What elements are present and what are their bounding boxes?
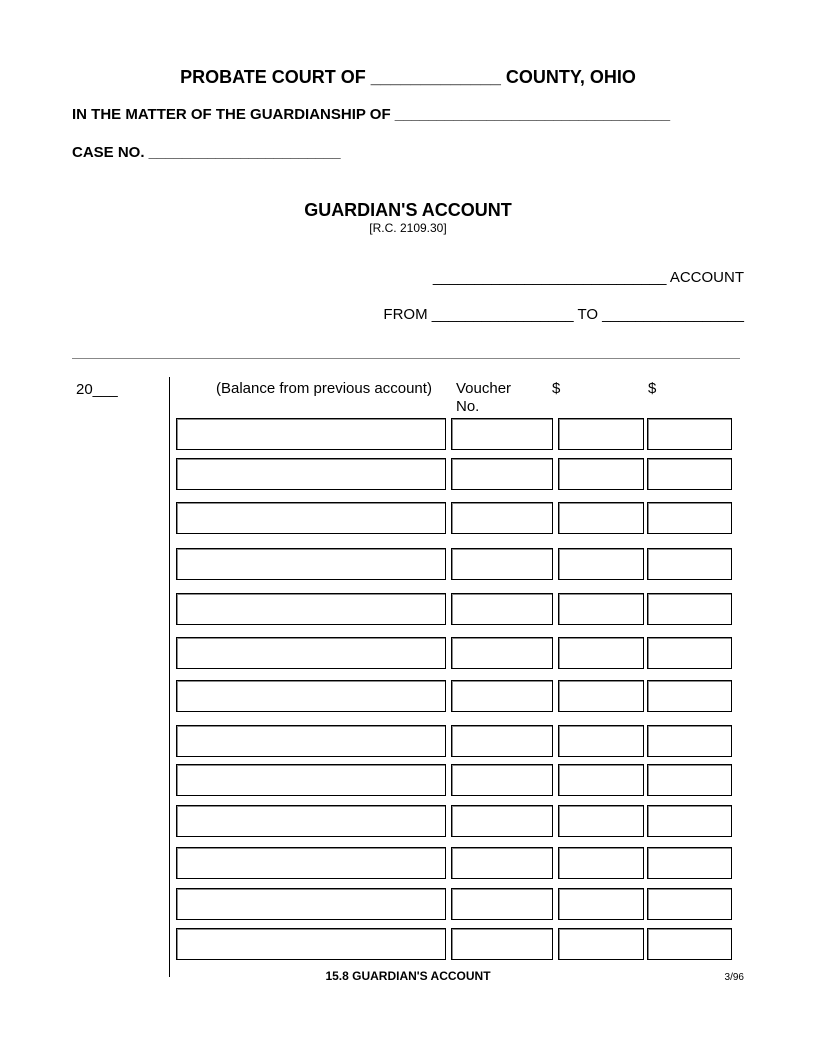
description-field[interactable] [176,637,446,669]
court-heading: PROBATE COURT OF _____________ COUNTY, OHIO [180,67,636,87]
account-period-line: FROM _________________ TO _________________ [383,306,744,323]
amount-field-2[interactable] [647,805,732,837]
case-number-line: CASE NO. _______________________ [72,144,341,161]
description-field[interactable] [176,847,446,879]
voucher-field[interactable] [451,888,553,920]
amount-field-2[interactable] [647,680,732,712]
form-footer-title: 15.8 GUARDIAN'S ACCOUNT [325,969,491,983]
amount-field-2[interactable] [647,502,732,534]
form-revision: 3/96 [724,972,744,983]
guardianship-matter-line: IN THE MATTER OF THE GUARDIANSHIP OF _________________________________ [72,106,671,123]
amount-field-1[interactable] [558,888,644,920]
voucher-field[interactable] [451,548,553,580]
amount-field-1[interactable] [558,928,644,960]
account-type-line: ____________________________ ACCOUNT [432,269,744,286]
voucher-field[interactable] [451,418,553,450]
voucher-field[interactable] [451,458,553,490]
document-title: GUARDIAN'S ACCOUNT [304,200,512,220]
voucher-field[interactable] [451,725,553,757]
amount-field-1[interactable] [558,458,644,490]
voucher-field[interactable] [451,593,553,625]
amount-field-1[interactable] [558,805,644,837]
description-field[interactable] [176,764,446,796]
amount-field-1[interactable] [558,847,644,879]
amount-field-2[interactable] [647,928,732,960]
amount-field-2[interactable] [647,725,732,757]
amount-field-1[interactable] [558,764,644,796]
voucher-field[interactable] [451,764,553,796]
ledger-vertical-rule [169,377,170,977]
amount-field-1[interactable] [558,637,644,669]
description-field[interactable] [176,888,446,920]
amount-column-header-2: $ [648,380,657,397]
description-field[interactable] [176,928,446,960]
balance-label: (Balance from previous account) [216,380,432,397]
description-field[interactable] [176,725,446,757]
description-field[interactable] [176,593,446,625]
amount-field-2[interactable] [647,764,732,796]
voucher-field[interactable] [451,680,553,712]
amount-field-2[interactable] [647,418,732,450]
amount-field-2[interactable] [647,593,732,625]
description-field[interactable] [176,805,446,837]
voucher-field[interactable] [451,805,553,837]
description-field[interactable] [176,418,446,450]
statute-reference: [R.C. 2109.30] [369,221,447,235]
amount-column-header-1: $ [552,380,561,397]
amount-field-2[interactable] [647,458,732,490]
section-divider [72,358,740,359]
amount-field-1[interactable] [558,502,644,534]
voucher-field[interactable] [451,847,553,879]
amount-field-1[interactable] [558,593,644,625]
amount-field-1[interactable] [558,680,644,712]
voucher-field[interactable] [451,928,553,960]
year-label: 20___ [76,381,118,398]
description-field[interactable] [176,548,446,580]
voucher-field[interactable] [451,637,553,669]
description-field[interactable] [176,502,446,534]
voucher-column-header: Voucher No. [456,380,512,415]
amount-field-2[interactable] [647,847,732,879]
amount-field-2[interactable] [647,888,732,920]
description-field[interactable] [176,458,446,490]
amount-field-1[interactable] [558,418,644,450]
amount-field-1[interactable] [558,548,644,580]
voucher-field[interactable] [451,502,553,534]
description-field[interactable] [176,680,446,712]
amount-field-1[interactable] [558,725,644,757]
amount-field-2[interactable] [647,637,732,669]
amount-field-2[interactable] [647,548,732,580]
